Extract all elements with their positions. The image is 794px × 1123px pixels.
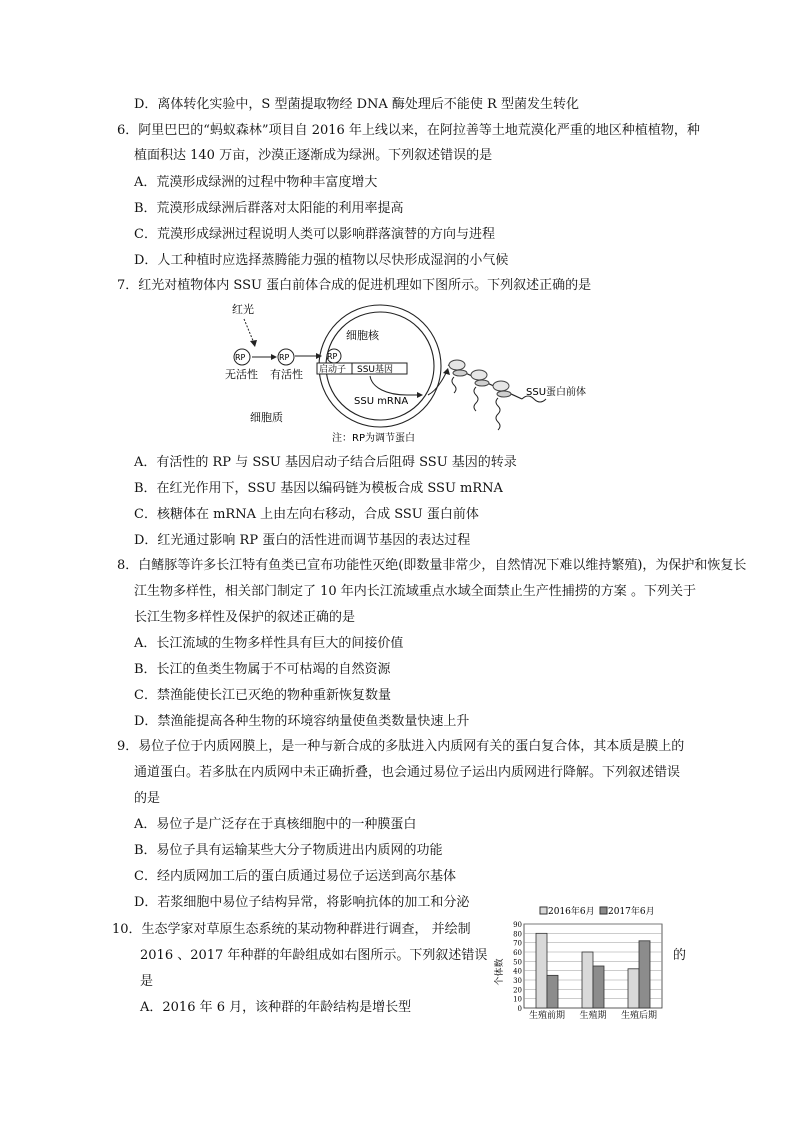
q7-option-c: C．核糖体在 mRNA 上由左向右移动，合成 SSU 蛋白前体 [134, 507, 479, 522]
y-tick-label: 20 [513, 986, 522, 995]
polypeptide-chain-2 [474, 387, 478, 411]
q10-option-a: A．2016 年 6 月，该种群的年龄结构是增长型 [140, 1000, 412, 1015]
promoter-label: 启动子 [319, 365, 347, 375]
bar-2017-3 [639, 941, 650, 1008]
y-axis-label: 个体数 [495, 958, 505, 986]
q7-stem: 7．红光对植物体内 SSU 蛋白前体合成的促进机理如下图所示。下列叙述正确的是 [117, 278, 592, 293]
rp-bound-label: RP [327, 352, 338, 361]
y-tick-label: 0 [517, 1005, 522, 1013]
q7-option-b: B．在红光作用下，SSU 基因以编码链为模板合成 SSU mRNA [134, 481, 503, 496]
y-tick-label: 40 [513, 967, 522, 976]
q9-stem-line-2: 通道蛋白。若多肽在内质网中未正确折叠，也会通过易位子运出内质网进行降解。下列叙述错误 [134, 765, 681, 780]
q10-stem-line-1: 10．生态学家对草原生态系统的某动物种群进行调查， 并绘制 [112, 922, 471, 937]
q10-stem-line-3: 是 [140, 974, 154, 989]
rp-inactive-label: RP [235, 353, 246, 362]
rp-active-label: RP [279, 353, 290, 362]
figure-note: 注：RP为调节蛋白 [332, 433, 415, 444]
chart-legend [540, 905, 655, 917]
plot-area [513, 921, 662, 1021]
y-tick-label: 60 [513, 949, 522, 957]
x-category-label: 生殖期 [579, 1011, 607, 1021]
q8-stem-line-1: 8．白鳍豚等许多长江特有鱼类已宣布功能性灭绝(即数量非常少，自然情况下难以维持繁殖)，为保护和恢复长 [117, 558, 747, 573]
q8-option-d: D．禁渔能提高各种生物的环境容纳量使鱼类数量快速上升 [134, 714, 470, 729]
age-structure-bar-chart [490, 900, 670, 1022]
q6-option-b: B．荒漠形成绿洲后群落对太阳能的利用率提高 [134, 201, 404, 216]
y-tick-label: 80 [513, 930, 522, 939]
q9-stem-line-3: 的是 [134, 791, 161, 806]
q9-option-c: C．经内质网加工后的蛋白质通过易位子运送到高尔基体 [134, 869, 456, 884]
polypeptide-chain-3 [496, 398, 500, 430]
legend-label-2017: 2017年6月 [608, 907, 655, 917]
q8-stem-line-2: 江生物多样性，相关部门制定了 10 年内长江流域重点水域全面禁止生产性捕捞的方案 。下列关于 [134, 584, 696, 599]
q7-mechanism-diagram [222, 303, 622, 448]
red-light-arrowhead-icon [250, 340, 257, 347]
q9-option-d: D．若浆细胞中易位子结构异常，将影响抗体的加工和分泌 [134, 895, 470, 910]
legend-label-2016: 2016年6月 [548, 907, 595, 917]
y-tick-label: 70 [513, 939, 522, 948]
red-light-arrow [244, 319, 254, 343]
q6-stem-line-1: 6．阿里巴巴的“蚂蚁森林”项目自 2016 年上线以来，在阿拉善等土地荒漠化严重的地区种植植物，种 [117, 123, 700, 138]
bar-2016-2 [582, 952, 593, 1008]
q6-stem-line-2: 植面积达 140 万亩，沙漠正逐渐成为绿洲。下列叙述错误的是 [134, 148, 493, 163]
x-category-label: 生殖后期 [620, 1011, 658, 1021]
polypeptide-chain-1 [452, 377, 456, 393]
q10-stem-line-2: 2016 、2017 年种群的年龄组成如右图所示。下列叙述错误 [140, 948, 488, 963]
q8-option-c: C．禁渔能使长江已灭绝的物种重新恢复数量 [134, 688, 391, 703]
ssu-gene-label: SSU基因 [357, 365, 394, 375]
q7-option-d: D．红光通过影响 RP 蛋白的活性进而调节基因的表达过程 [134, 533, 471, 548]
y-tick-label: 30 [513, 977, 522, 985]
q7-option-a: A．有活性的 RP 与 SSU 基因启动子结合后阻碍 SSU 基因的转录 [134, 455, 517, 470]
ribosome-2 [471, 370, 489, 386]
q5-option-d: D．离体转化实验中，S 型菌提取物经 DNA 酶处理后不能使 R 型菌发生转化 [134, 97, 579, 112]
bar-2016-1 [536, 933, 547, 1008]
q8-option-a: A．长江流域的生物多样性具有巨大的间接价值 [134, 636, 404, 651]
ribosome-1 [449, 360, 467, 376]
inactive-label: 无活性 [225, 368, 258, 381]
q9-stem-line-1: 9．易位子位于内质网膜上，是一种与新合成的多肽进入内质网有关的蛋白复合体，其本质是膜上的 [117, 739, 685, 754]
q9-option-b: B．易位子具有运输某些大分子物质进出内质网的功能 [134, 843, 443, 858]
bar-2017-1 [547, 975, 558, 1008]
cytoplasm-label: 细胞质 [250, 411, 283, 424]
red-light-label: 红光 [232, 303, 254, 316]
q6-option-d: D．人工种植时应选择蒸腾能力强的植物以尽快形成湿润的小气候 [134, 253, 509, 268]
y-tick-label: 10 [513, 995, 522, 1004]
y-tick-label: 50 [513, 958, 522, 967]
activation-arrowhead-icon [271, 354, 277, 360]
q9-option-a: A．易位子是广泛存在于真核细胞中的一种膜蛋白 [134, 817, 417, 832]
q6-option-a: A．荒漠形成绿洲的过程中物种丰富度增大 [134, 175, 378, 190]
q6-option-c: C．荒漠形成绿洲过程说明人类可以影响群落演替的方向与进程 [134, 227, 495, 242]
bar-2016-3 [628, 969, 639, 1008]
transcription-arrowhead-icon [417, 392, 423, 398]
mrna-export-arrowhead-icon [443, 368, 450, 375]
active-label: 有活性 [270, 368, 303, 381]
ssu-precursor-label: SSU蛋白前体 [526, 387, 587, 398]
y-tick-label: 90 [513, 921, 522, 929]
legend-swatch-2016 [540, 907, 547, 914]
bar-2017-2 [593, 966, 604, 1008]
transcription-arrow [370, 376, 420, 395]
x-category-label: 生殖前期 [528, 1011, 566, 1021]
ssu-mrna-label: SSU mRNA [354, 396, 409, 407]
ribosome-3 [493, 381, 511, 397]
nucleus-label: 细胞核 [346, 329, 379, 342]
q8-stem-line-3: 长江生物多样性及保护的叙述正确的是 [134, 610, 356, 625]
q8-option-b: B．长江的鱼类生物属于不可枯竭的自然资源 [134, 662, 391, 677]
legend-swatch-2017 [600, 907, 607, 914]
q10-stem-line-2-tail: 的 [673, 948, 687, 963]
